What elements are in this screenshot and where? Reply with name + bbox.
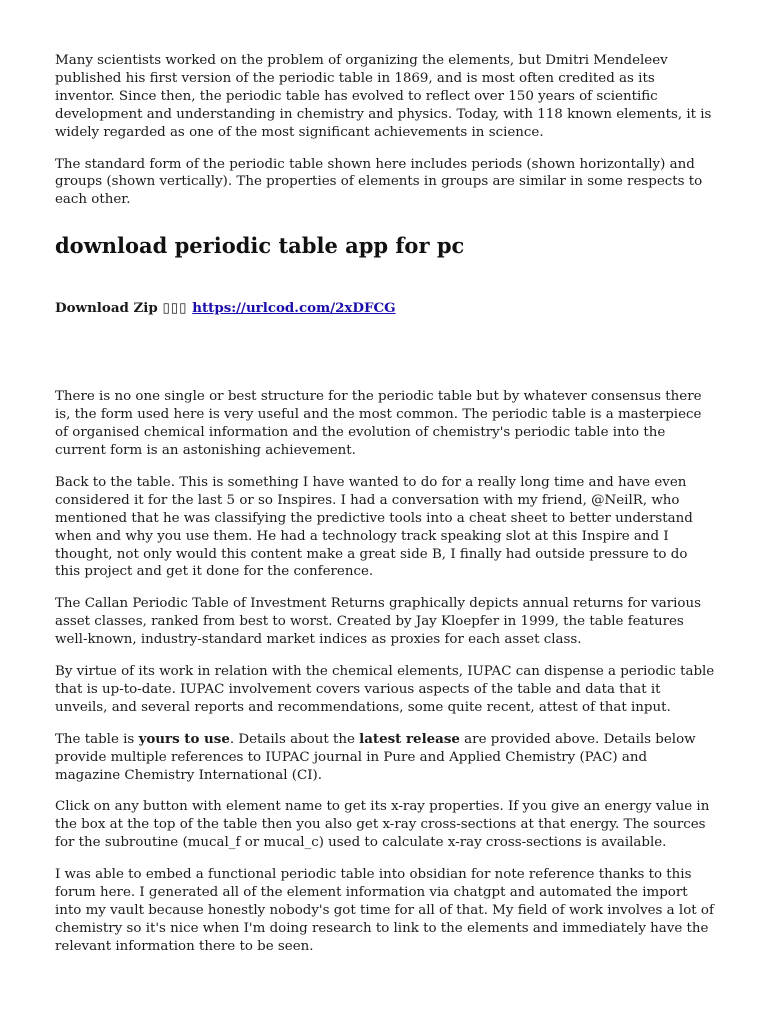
paragraph-inspire: Back to the table. This is something I have wanted to do for a really long time and have even considered it for the last 5 or so Inspires. I had a conversation with my friend, @NeilR, who mentioned that he was classifying the predictive tools into a cheat sheet to better understand when and why you use them. He had a technology track speaking slot at this Inspire and I thought, not only would this content make a great side B, I finally had outside pressure to do this project and get it done for the conference. xyxy=(55,474,693,580)
paragraph-obsidian: I was able to embed a functional periodic table into obsidian for note reference thanks to this forum here. I generated all of the element information via chatgpt and automated the import into my vault because honestly nobody's got time for all of that. My field of work involves a lot of chemistry so it's nice when I'm doing research to link to the elements and immediately have the relevant information there to be seen. xyxy=(55,867,714,954)
paragraph-iupac: By virtue of its work in relation with the chemical elements, IUPAC can dispense a periodic table that is up-to-date. IUPAC involvement covers various aspects of the table and data that it unveils, and several reports and recommendations, some quite recent, attest of that input. xyxy=(55,664,715,715)
download-glyphs: ▯▯▯ xyxy=(162,301,188,317)
use-bold-1: yours to use xyxy=(138,730,230,747)
article xyxy=(55,52,715,956)
use-text-1: The table is xyxy=(55,731,139,747)
download-link[interactable]: https://urlcod.com/2xDFCG xyxy=(192,300,396,317)
intro-paragraph-history: Many scientists worked on the problem of organizing the elements, but Dmitri Mendeleev published his first version of the periodic table in 1869, and is most often credited as its inventor. Since then, the periodic table has evolved to reflect over 150 years of scientific development and understanding in chemistry and physics. Today, with 118 known elements, it is widely regarded as one of the most significant achievements in science. xyxy=(55,53,712,140)
intro-paragraph-standard-form: The standard form of the periodic table shown here includes periods (shown horizontally) and groups (shown vertically). The properties of elements in groups are similar in some respects to each other. xyxy=(55,156,703,208)
download-label: Download Zip xyxy=(55,300,158,317)
paragraph-callan: The Callan Periodic Table of Investment Returns graphically depicts annual returns for various asset classes, ranked from best to worst. Created by Jay Kloepfer in 1999, the table features well-known, industry-standard market indices as proxies for each asset class. xyxy=(55,596,701,648)
use-text-3: are provided above. Details below provide multiple references to IUPAC journal in Pure and Applied Chemistry (PAC) and magazine Chemistry International (CI). xyxy=(55,731,696,783)
download-line xyxy=(55,299,715,318)
use-text-2: . Details about the xyxy=(229,731,360,747)
use-bold-2: latest release xyxy=(359,730,460,747)
paragraph-structure: There is no one single or best structure for the periodic table but by whatever consensus there is, the form used here is very useful and the most common. The periodic table is a masterpiece of organised chemical information and the evolution of chemistry's periodic table into the current form is an astonishing achievement. xyxy=(55,389,702,458)
paragraph-use xyxy=(55,731,715,785)
paragraph-xray: Click on any button with element name to get its x-ray properties. If you give an energy value in the box at the top of the table then you also get x-ray cross-sections at that energy. The sources for the subroutine (mucal_f or mucal_c) used to calculate x-ray cross-sections is available. xyxy=(55,799,710,851)
page-heading: download periodic table app for pc xyxy=(55,233,465,259)
